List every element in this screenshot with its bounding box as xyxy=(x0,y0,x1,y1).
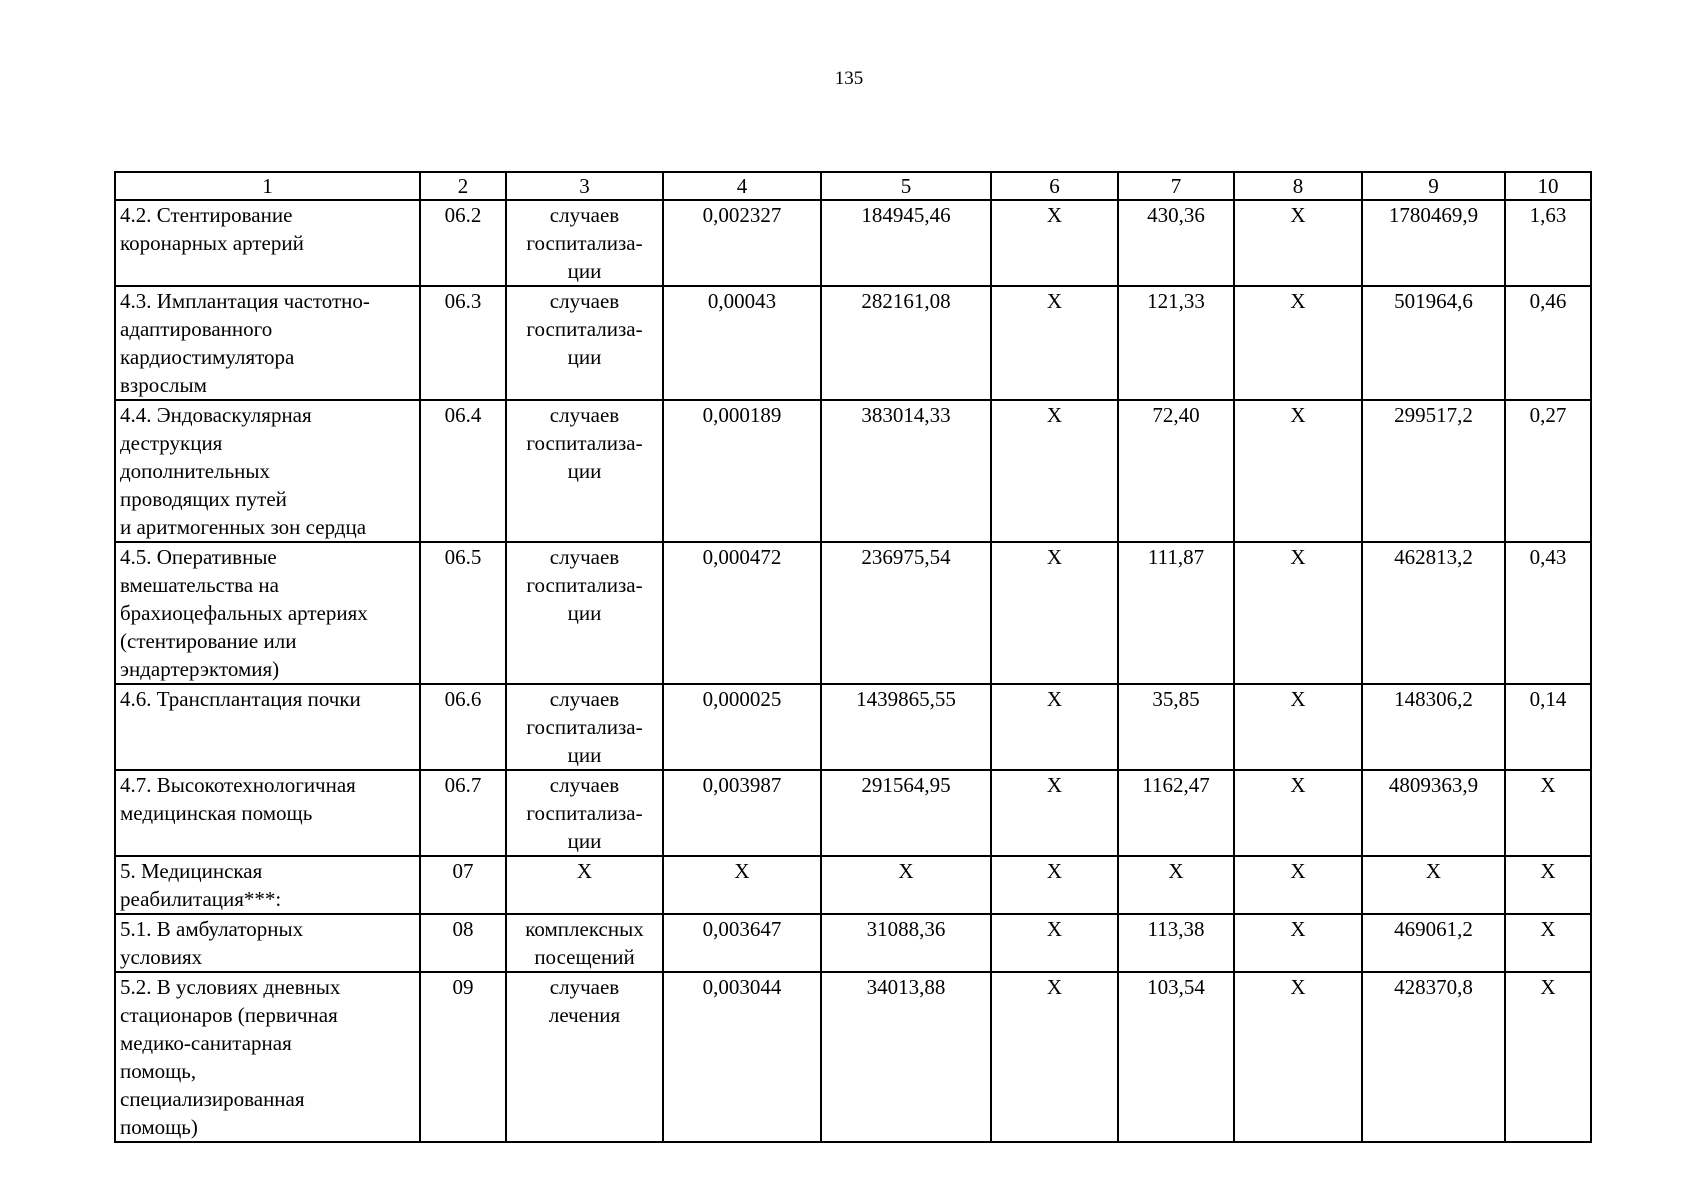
unit-cell-line: случаев xyxy=(549,975,620,999)
indicator-name-cell-line: кардиостимулятора xyxy=(120,345,295,369)
value-cell-c10: 0,46 xyxy=(1505,286,1591,400)
unit-cell xyxy=(506,684,663,770)
value-cell-c9: 299517,2 xyxy=(1362,400,1505,542)
unit-cell-line: ции xyxy=(567,259,602,283)
row-code-cell: 08 xyxy=(420,914,506,972)
data-table xyxy=(114,171,1592,1143)
value-cell-c6: Х xyxy=(991,200,1118,286)
unit-cell-line: случаев xyxy=(549,545,620,569)
value-cell-c4: Х xyxy=(663,856,821,914)
value-cell-c8: Х xyxy=(1234,286,1362,400)
unit-cell-line: посещений xyxy=(534,945,635,969)
table-row xyxy=(115,400,1591,542)
value-cell-c9: 4809363,9 xyxy=(1362,770,1505,856)
value-cell-c9: 462813,2 xyxy=(1362,542,1505,684)
indicator-name-cell xyxy=(115,200,420,286)
value-cell-c9: 428370,8 xyxy=(1362,972,1505,1142)
indicator-name-cell-line: 5.1. В амбулаторных xyxy=(120,917,304,941)
row-code-cell: 09 xyxy=(420,972,506,1142)
unit-cell-line: госпитализа- xyxy=(526,573,643,597)
header-cell: 1 xyxy=(115,172,420,200)
header-cell: 7 xyxy=(1118,172,1234,200)
table-row xyxy=(115,770,1591,856)
page-number: 135 xyxy=(834,68,864,89)
value-cell-c6: Х xyxy=(991,542,1118,684)
indicator-name-cell-line: 4.7. Высокотехнологичная xyxy=(120,773,356,797)
unit-cell-line: ции xyxy=(567,345,602,369)
unit-cell xyxy=(506,400,663,542)
row-code-cell: 06.7 xyxy=(420,770,506,856)
row-code-cell: 07 xyxy=(420,856,506,914)
indicator-name-cell xyxy=(115,972,420,1142)
indicator-name-cell xyxy=(115,400,420,542)
indicator-name-cell-line: реабилитация***: xyxy=(120,887,282,911)
unit-cell-line: госпитализа- xyxy=(526,317,643,341)
table-row xyxy=(115,542,1591,684)
value-cell-c10: Х xyxy=(1505,856,1591,914)
value-cell-c7: Х xyxy=(1118,856,1234,914)
indicator-name-cell-line: 4.5. Оперативные xyxy=(120,545,277,569)
table-header-row xyxy=(115,172,1591,200)
value-cell-c7: 72,40 xyxy=(1118,400,1234,542)
value-cell-c7: 35,85 xyxy=(1118,684,1234,770)
value-cell-c10: 0,27 xyxy=(1505,400,1591,542)
indicator-name-cell-line: проводящих путей xyxy=(120,487,287,511)
value-cell-c9: 1780469,9 xyxy=(1362,200,1505,286)
value-cell-c5: 31088,36 xyxy=(821,914,991,972)
value-cell-c4: 0,000025 xyxy=(663,684,821,770)
unit-cell xyxy=(506,286,663,400)
table-row xyxy=(115,200,1591,286)
value-cell-c7: 113,38 xyxy=(1118,914,1234,972)
unit-cell xyxy=(506,856,663,914)
value-cell-c5: Х xyxy=(821,856,991,914)
value-cell-c10: Х xyxy=(1505,914,1591,972)
value-cell-c7: 1162,47 xyxy=(1118,770,1234,856)
value-cell-c4: 0,00043 xyxy=(663,286,821,400)
indicator-name-cell xyxy=(115,542,420,684)
row-code-cell: 06.4 xyxy=(420,400,506,542)
unit-cell-line: случаев xyxy=(549,403,620,427)
indicator-name-cell-line: медико-санитарная xyxy=(120,1031,292,1055)
value-cell-c6: Х xyxy=(991,972,1118,1142)
indicator-name-cell xyxy=(115,684,420,770)
unit-cell xyxy=(506,200,663,286)
indicator-name-cell xyxy=(115,770,420,856)
value-cell-c5: 383014,33 xyxy=(821,400,991,542)
value-cell-c6: Х xyxy=(991,286,1118,400)
unit-cell-line: Х xyxy=(576,859,593,883)
unit-cell-line: госпитализа- xyxy=(526,431,643,455)
table-row xyxy=(115,286,1591,400)
indicator-name-cell-line: вмешательства на xyxy=(120,573,279,597)
unit-cell-line: ции xyxy=(567,459,602,483)
indicator-name-cell-line: 4.3. Имплантация частотно- xyxy=(120,289,370,313)
unit-cell-line: случаев xyxy=(549,289,620,313)
unit-cell xyxy=(506,542,663,684)
value-cell-c8: Х xyxy=(1234,200,1362,286)
indicator-name-cell-line: взрослым xyxy=(120,373,207,397)
row-code-cell: 06.2 xyxy=(420,200,506,286)
indicator-name-cell xyxy=(115,286,420,400)
value-cell-c10: 0,14 xyxy=(1505,684,1591,770)
value-cell-c6: Х xyxy=(991,684,1118,770)
header-cell: 6 xyxy=(991,172,1118,200)
indicator-name-cell-line: 4.2. Стентирование xyxy=(120,203,293,227)
value-cell-c4: 0,003647 xyxy=(663,914,821,972)
value-cell-c9: 501964,6 xyxy=(1362,286,1505,400)
indicator-name-cell-line: 4.4. Эндоваскулярная xyxy=(120,403,312,427)
header-cell: 4 xyxy=(663,172,821,200)
indicator-name-cell-line: деструкция xyxy=(120,431,223,455)
unit-cell xyxy=(506,972,663,1142)
value-cell-c5: 291564,95 xyxy=(821,770,991,856)
indicator-name-cell-line: адаптированного xyxy=(120,317,273,341)
header-cell: 8 xyxy=(1234,172,1362,200)
unit-cell xyxy=(506,770,663,856)
indicator-name-cell-line: и аритмогенных зон сердца xyxy=(120,515,367,539)
value-cell-c5: 184945,46 xyxy=(821,200,991,286)
unit-cell-line: госпитализа- xyxy=(526,715,643,739)
indicator-name-cell-line: медицинская помощь xyxy=(120,801,313,825)
value-cell-c5: 34013,88 xyxy=(821,972,991,1142)
value-cell-c7: 103,54 xyxy=(1118,972,1234,1142)
value-cell-c8: Х xyxy=(1234,684,1362,770)
indicator-name-cell-line: (стентирование или xyxy=(120,629,297,653)
unit-cell-line: госпитализа- xyxy=(526,801,643,825)
header-cell: 9 xyxy=(1362,172,1505,200)
unit-cell-line: комплексных xyxy=(525,917,644,941)
indicator-name-cell-line: стационаров (первичная xyxy=(120,1003,338,1027)
value-cell-c8: Х xyxy=(1234,856,1362,914)
value-cell-c10: 0,43 xyxy=(1505,542,1591,684)
value-cell-c7: 111,87 xyxy=(1118,542,1234,684)
value-cell-c4: 0,000472 xyxy=(663,542,821,684)
value-cell-c6: Х xyxy=(991,856,1118,914)
indicator-name-cell-line: брахиоцефальных артериях xyxy=(120,601,368,625)
indicator-name-cell-line: дополнительных xyxy=(120,459,271,483)
value-cell-c5: 1439865,55 xyxy=(821,684,991,770)
value-cell-c10: Х xyxy=(1505,770,1591,856)
header-cell: 10 xyxy=(1505,172,1591,200)
value-cell-c9: Х xyxy=(1362,856,1505,914)
header-cell: 3 xyxy=(506,172,663,200)
value-cell-c6: Х xyxy=(991,400,1118,542)
unit-cell-line: случаев xyxy=(549,203,620,227)
indicator-name-cell-line: эндартерэктомия) xyxy=(120,657,280,681)
value-cell-c5: 236975,54 xyxy=(821,542,991,684)
indicator-name-cell-line: помощь) xyxy=(120,1115,198,1139)
unit-cell-line: ции xyxy=(567,829,602,853)
value-cell-c10: 1,63 xyxy=(1505,200,1591,286)
value-cell-c9: 148306,2 xyxy=(1362,684,1505,770)
indicator-name-cell-line: 4.6. Трансплантация почки xyxy=(120,687,361,711)
unit-cell-line: госпитализа- xyxy=(526,231,643,255)
table-row xyxy=(115,684,1591,770)
table-row xyxy=(115,914,1591,972)
indicator-name-cell-line: условиях xyxy=(120,945,203,969)
row-code-cell: 06.5 xyxy=(420,542,506,684)
indicator-name-cell xyxy=(115,856,420,914)
indicator-name-cell-line: помощь, xyxy=(120,1059,197,1083)
value-cell-c10: Х xyxy=(1505,972,1591,1142)
indicator-name-cell-line: коронарных артерий xyxy=(120,231,304,255)
value-cell-c8: Х xyxy=(1234,770,1362,856)
unit-cell-line: случаев xyxy=(549,687,620,711)
value-cell-c5: 282161,08 xyxy=(821,286,991,400)
header-cell: 2 xyxy=(420,172,506,200)
value-cell-c8: Х xyxy=(1234,972,1362,1142)
value-cell-c4: 0,003044 xyxy=(663,972,821,1142)
row-code-cell: 06.6 xyxy=(420,684,506,770)
value-cell-c6: Х xyxy=(991,914,1118,972)
value-cell-c4: 0,000189 xyxy=(663,400,821,542)
value-cell-c7: 430,36 xyxy=(1118,200,1234,286)
unit-cell xyxy=(506,914,663,972)
row-code-cell: 06.3 xyxy=(420,286,506,400)
value-cell-c4: 0,003987 xyxy=(663,770,821,856)
unit-cell-line: ции xyxy=(567,601,602,625)
indicator-name-cell-line: 5.2. В условиях дневных xyxy=(120,975,341,999)
indicator-name-cell-line: 5. Медицинская xyxy=(120,859,263,883)
value-cell-c7: 121,33 xyxy=(1118,286,1234,400)
value-cell-c4: 0,002327 xyxy=(663,200,821,286)
value-cell-c8: Х xyxy=(1234,914,1362,972)
table-row xyxy=(115,856,1591,914)
indicator-name-cell xyxy=(115,914,420,972)
unit-cell-line: ции xyxy=(567,743,602,767)
value-cell-c8: Х xyxy=(1234,542,1362,684)
unit-cell-line: случаев xyxy=(549,773,620,797)
value-cell-c6: Х xyxy=(991,770,1118,856)
unit-cell-line: лечения xyxy=(548,1003,621,1027)
value-cell-c9: 469061,2 xyxy=(1362,914,1505,972)
header-cell: 5 xyxy=(821,172,991,200)
indicator-name-cell-line: специализированная xyxy=(120,1087,305,1111)
value-cell-c8: Х xyxy=(1234,400,1362,542)
table-row xyxy=(115,972,1591,1142)
